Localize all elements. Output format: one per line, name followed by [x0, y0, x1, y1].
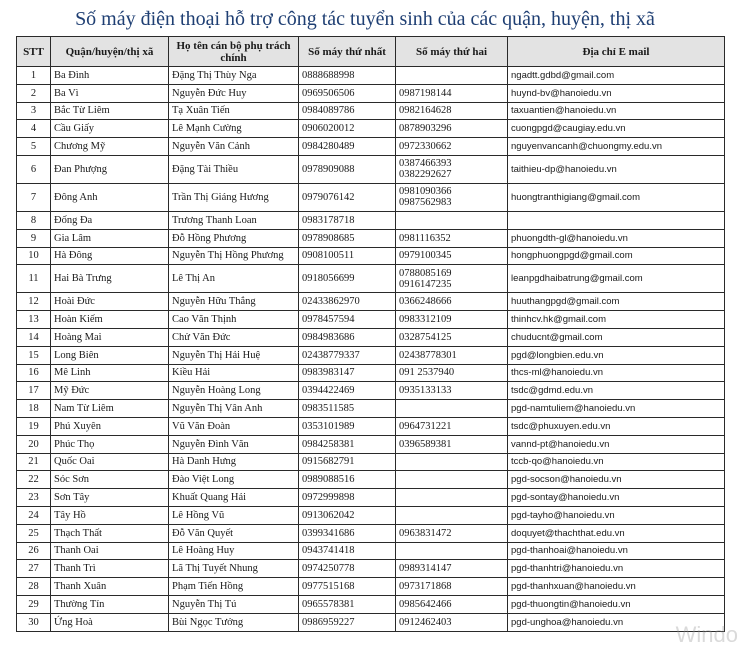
cell-stt: 21 [17, 453, 51, 471]
cell-district: Quốc Oai [51, 453, 169, 471]
cell-district: Mê Linh [51, 364, 169, 382]
cell-phone-2: 0981116352 [396, 229, 508, 247]
cell-phone-2 [396, 183, 508, 211]
cell-email: leanpgdhaibatrung@gmail.com [508, 265, 725, 293]
table-row [17, 400, 725, 418]
cell-phone-1: 0974250778 [299, 560, 396, 578]
cell-district: Thanh Xuân [51, 578, 169, 596]
cell-stt: 3 [17, 102, 51, 120]
table-row [17, 364, 725, 382]
cell-stt: 17 [17, 382, 51, 400]
cell-phone-1: 0983983147 [299, 364, 396, 382]
table-row [17, 471, 725, 489]
cell-officer-name: Lê Hoàng Huy [169, 542, 299, 560]
cell-officer-name: Nguyễn Đình Văn [169, 435, 299, 453]
cell-stt: 8 [17, 211, 51, 229]
cell-phone-1: 0918056699 [299, 265, 396, 293]
cell-phone-1: 0984983686 [299, 328, 396, 346]
cell-email: pgd-tayho@hanoiedu.vn [508, 506, 725, 524]
cell-stt: 5 [17, 138, 51, 156]
cell-phone-2 [396, 211, 508, 229]
cell-phone-2: 0396589381 [396, 435, 508, 453]
table-row [17, 229, 725, 247]
cell-stt: 6 [17, 155, 51, 183]
cell-phone-2: 0987198144 [396, 84, 508, 102]
cell-phone-2: 0973171868 [396, 578, 508, 596]
cell-phone-1: 0969506506 [299, 84, 396, 102]
cell-email: pgd-namtuliem@hanoiedu.vn [508, 400, 725, 418]
cell-district: Ba Đình [51, 67, 169, 85]
cell-officer-name: Đặng Tài Thiều [169, 155, 299, 183]
cell-district: Phúc Thọ [51, 435, 169, 453]
table-row [17, 435, 725, 453]
phone-number-line: 0788085169 [399, 267, 452, 279]
cell-officer-name: Lê Mạnh Cường [169, 120, 299, 138]
cell-phone-1: 0965578381 [299, 595, 396, 613]
cell-stt: 14 [17, 328, 51, 346]
cell-stt: 10 [17, 247, 51, 265]
cell-district: Bắc Từ Liêm [51, 102, 169, 120]
cell-phone-2: 091 2537940 [396, 364, 508, 382]
cell-email: taithieu-dp@hanoiedu.vn [508, 155, 725, 183]
cell-phone-1: 0984089786 [299, 102, 396, 120]
cell-phone-2 [396, 506, 508, 524]
cell-email: thinhcv.hk@gmail.com [508, 311, 725, 329]
cell-phone-2 [396, 67, 508, 85]
cell-stt: 24 [17, 506, 51, 524]
cell-officer-name: Nguyễn Thị Hồng Phương [169, 247, 299, 265]
cell-phone-1: 0977515168 [299, 578, 396, 596]
cell-phone-2: 0964731221 [396, 417, 508, 435]
cell-phone-2 [396, 489, 508, 507]
cell-district: Chương Mỹ [51, 138, 169, 156]
phone-number-line: 0916147235 [399, 278, 452, 290]
cell-phone-1: 0978908685 [299, 229, 396, 247]
cell-phone-1: 0915682791 [299, 453, 396, 471]
cell-officer-name: Đỗ Văn Quyết [169, 524, 299, 542]
cell-officer-name: Bùi Ngọc Tưởng [169, 613, 299, 631]
header-officer-name: Họ tên cán bộ phụ trách chính [169, 37, 299, 67]
table-row [17, 311, 725, 329]
table-row [17, 247, 725, 265]
cell-phone-1: 0394422469 [299, 382, 396, 400]
table-row [17, 578, 725, 596]
cell-phone-1: 0979076142 [299, 183, 396, 211]
cell-phone-1: 0986959227 [299, 613, 396, 631]
cell-email: phuongdth-gl@hanoiedu.vn [508, 229, 725, 247]
cell-district: Sóc Sơn [51, 471, 169, 489]
table-row [17, 265, 725, 293]
cell-officer-name: Nguyễn Hoàng Long [169, 382, 299, 400]
cell-stt: 27 [17, 560, 51, 578]
cell-phone-1: 02433862970 [299, 293, 396, 311]
cell-phone-1: 0984258381 [299, 435, 396, 453]
header-stt: STT [17, 37, 51, 67]
header-email: Địa chỉ E mail [508, 37, 725, 67]
cell-email: thcs-ml@hanoiedu.vn [508, 364, 725, 382]
cell-district: Thanh Trì [51, 560, 169, 578]
cell-district: Thường Tín [51, 595, 169, 613]
cell-district: Sơn Tây [51, 489, 169, 507]
cell-phone-2: 02438778301 [396, 346, 508, 364]
cell-email: cuongpgd@caugiay.edu.vn [508, 120, 725, 138]
cell-officer-name: Cao Văn Thịnh [169, 311, 299, 329]
cell-officer-name: Lê Hồng Vũ [169, 506, 299, 524]
phone-number-line: 0987562983 [399, 197, 452, 209]
table-row [17, 595, 725, 613]
cell-district: Đông Anh [51, 183, 169, 211]
contact-table [16, 36, 725, 632]
table-row [17, 293, 725, 311]
cell-stt: 26 [17, 542, 51, 560]
cell-stt: 9 [17, 229, 51, 247]
cell-phone-1: 0943741418 [299, 542, 396, 560]
table-row [17, 382, 725, 400]
cell-district: Gia Lâm [51, 229, 169, 247]
table-row [17, 506, 725, 524]
cell-phone-1: 02438779337 [299, 346, 396, 364]
cell-email: hongphuongpgd@gmail.com [508, 247, 725, 265]
cell-email: tsdc@phuxuyen.edu.vn [508, 417, 725, 435]
cell-email: ngadtt.gdbd@gmail.com [508, 67, 725, 85]
cell-officer-name: Khuất Quang Hải [169, 489, 299, 507]
phone-number-line: 0387466393 [399, 158, 452, 170]
cell-email: tccb-qo@hanoiedu.vn [508, 453, 725, 471]
cell-stt: 23 [17, 489, 51, 507]
cell-stt: 30 [17, 613, 51, 631]
table-row [17, 102, 725, 120]
cell-phone-2: 0963831472 [396, 524, 508, 542]
cell-district: Long Biên [51, 346, 169, 364]
table-row [17, 67, 725, 85]
cell-stt: 16 [17, 364, 51, 382]
cell-phone-2 [396, 471, 508, 489]
cell-district: Thạch Thất [51, 524, 169, 542]
cell-district: Hoàn Kiếm [51, 311, 169, 329]
table-header-row [17, 37, 725, 67]
cell-officer-name: Lã Thị Tuyết Nhung [169, 560, 299, 578]
cell-stt: 12 [17, 293, 51, 311]
header-district: Quận/huyện/thị xã [51, 37, 169, 67]
cell-email: doquyet@thachthat.edu.vn [508, 524, 725, 542]
cell-stt: 13 [17, 311, 51, 329]
cell-officer-name: Nguyễn Hữu Thắng [169, 293, 299, 311]
cell-phone-2: 0366248666 [396, 293, 508, 311]
cell-district: Tây Hồ [51, 506, 169, 524]
cell-phone-2 [396, 155, 508, 183]
cell-district: Đống Đa [51, 211, 169, 229]
phone-number-line: 0981090366 [399, 186, 452, 198]
page-title: Số máy điện thoại hỗ trợ công tác tuyển sinh của các quận, huyện, thị xã [75, 8, 655, 30]
cell-phone-2: 0935133133 [396, 382, 508, 400]
cell-district: Nam Từ Liêm [51, 400, 169, 418]
cell-email: pgd-thanhoai@hanoiedu.vn [508, 542, 725, 560]
cell-district: Phú Xuyên [51, 417, 169, 435]
cell-district: Thanh Oai [51, 542, 169, 560]
cell-email: huynd-bv@hanoiedu.vn [508, 84, 725, 102]
cell-stt: 15 [17, 346, 51, 364]
cell-phone-2: 0972330662 [396, 138, 508, 156]
cell-email: pgd-sontay@hanoiedu.vn [508, 489, 725, 507]
table-row [17, 524, 725, 542]
cell-stt: 22 [17, 471, 51, 489]
cell-phone-1: 0972999898 [299, 489, 396, 507]
cell-stt: 11 [17, 265, 51, 293]
header-phone-2: Số máy thứ hai [396, 37, 508, 67]
cell-phone-1: 0983511585 [299, 400, 396, 418]
cell-stt: 25 [17, 524, 51, 542]
table-row [17, 138, 725, 156]
cell-email: huuthangpgd@gmail.com [508, 293, 725, 311]
cell-officer-name: Nguyễn Đức Huy [169, 84, 299, 102]
phone-number-line: 0382292627 [399, 169, 452, 181]
windows-activation-watermark: Windo [675, 622, 738, 647]
cell-phone-2 [396, 542, 508, 560]
cell-district: Đan Phượng [51, 155, 169, 183]
cell-phone-2: 0979100345 [396, 247, 508, 265]
cell-phone-2 [396, 453, 508, 471]
cell-officer-name: Kiều Hải [169, 364, 299, 382]
cell-officer-name: Hà Danh Hưng [169, 453, 299, 471]
cell-phone-1: 0983178718 [299, 211, 396, 229]
cell-phone-1: 0399341686 [299, 524, 396, 542]
cell-officer-name: Nguyễn Thị Tú [169, 595, 299, 613]
cell-phone-1: 0908100511 [299, 247, 396, 265]
cell-phone-2 [396, 400, 508, 418]
cell-email: pgd-unghoa@hanoiedu.vn [508, 613, 725, 631]
table-row [17, 183, 725, 211]
table-row [17, 489, 725, 507]
cell-email: huongtranthigiang@gmail.com [508, 183, 725, 211]
cell-email: nguyenvancanh@chuongmy.edu.vn [508, 138, 725, 156]
cell-district: Hai Bà Trưng [51, 265, 169, 293]
cell-phone-2: 0985642466 [396, 595, 508, 613]
cell-district: Mỹ Đức [51, 382, 169, 400]
cell-email: pgd-thanhxuan@hanoiedu.vn [508, 578, 725, 596]
table-row [17, 453, 725, 471]
cell-email [508, 211, 725, 229]
cell-officer-name: Phạm Tiến Hồng [169, 578, 299, 596]
table-row [17, 155, 725, 183]
cell-district: Cầu Giấy [51, 120, 169, 138]
cell-phone-1: 0353101989 [299, 417, 396, 435]
cell-district: Hà Đông [51, 247, 169, 265]
cell-stt: 29 [17, 595, 51, 613]
cell-phone-2: 0983312109 [396, 311, 508, 329]
cell-officer-name: Đặng Thị Thùy Nga [169, 67, 299, 85]
cell-stt: 4 [17, 120, 51, 138]
table-row [17, 613, 725, 631]
cell-email: vannd-pt@hanoiedu.vn [508, 435, 725, 453]
cell-phone-1: 0906020012 [299, 120, 396, 138]
cell-stt: 7 [17, 183, 51, 211]
cell-email: pgd@longbien.edu.vn [508, 346, 725, 364]
cell-phone-1: 0989088516 [299, 471, 396, 489]
table-row [17, 417, 725, 435]
cell-email: pgd-thanhtri@hanoiedu.vn [508, 560, 725, 578]
cell-phone-1: 0888688998 [299, 67, 396, 85]
cell-stt: 19 [17, 417, 51, 435]
cell-district: Hoài Đức [51, 293, 169, 311]
cell-phone-2 [396, 265, 508, 293]
cell-stt: 1 [17, 67, 51, 85]
table-row [17, 560, 725, 578]
table-row [17, 328, 725, 346]
cell-phone-2: 0878903296 [396, 120, 508, 138]
table-row [17, 346, 725, 364]
cell-officer-name: Tạ Xuân Tiến [169, 102, 299, 120]
cell-stt: 20 [17, 435, 51, 453]
cell-phone-2: 0912462403 [396, 613, 508, 631]
table-body [17, 67, 725, 632]
cell-officer-name: Lê Thị An [169, 265, 299, 293]
table-row [17, 84, 725, 102]
cell-officer-name: Đào Việt Long [169, 471, 299, 489]
cell-email: tsdc@gdmd.edu.vn [508, 382, 725, 400]
table-row [17, 120, 725, 138]
cell-stt: 28 [17, 578, 51, 596]
cell-officer-name: Vũ Văn Đoàn [169, 417, 299, 435]
cell-officer-name: Chử Văn Đức [169, 328, 299, 346]
cell-district: Ba Vì [51, 84, 169, 102]
cell-officer-name: Nguyễn Thị Hải Huệ [169, 346, 299, 364]
cell-phone-2: 0328754125 [396, 328, 508, 346]
cell-officer-name: Nguyễn Thị Vân Anh [169, 400, 299, 418]
cell-phone-1: 0978909088 [299, 155, 396, 183]
cell-district: Ứng Hoà [51, 613, 169, 631]
table-row [17, 542, 725, 560]
cell-email: pgd-socson@hanoiedu.vn [508, 471, 725, 489]
cell-stt: 18 [17, 400, 51, 418]
cell-phone-1: 0978457594 [299, 311, 396, 329]
cell-email: chuducnt@gmail.com [508, 328, 725, 346]
cell-officer-name: Trần Thị Giáng Hương [169, 183, 299, 211]
cell-phone-2: 0982164628 [396, 102, 508, 120]
cell-stt: 2 [17, 84, 51, 102]
cell-phone-1: 0984280489 [299, 138, 396, 156]
cell-email: pgd-thuongtin@hanoiedu.vn [508, 595, 725, 613]
header-phone-1: Số máy thứ nhất [299, 37, 396, 67]
cell-officer-name: Trương Thanh Loan [169, 211, 299, 229]
cell-officer-name: Nguyễn Văn Cảnh [169, 138, 299, 156]
cell-officer-name: Đỗ Hồng Phương [169, 229, 299, 247]
cell-phone-2: 0989314147 [396, 560, 508, 578]
cell-district: Hoàng Mai [51, 328, 169, 346]
cell-email: taxuantien@hanoiedu.vn [508, 102, 725, 120]
cell-phone-1: 0913062042 [299, 506, 396, 524]
table-row [17, 211, 725, 229]
